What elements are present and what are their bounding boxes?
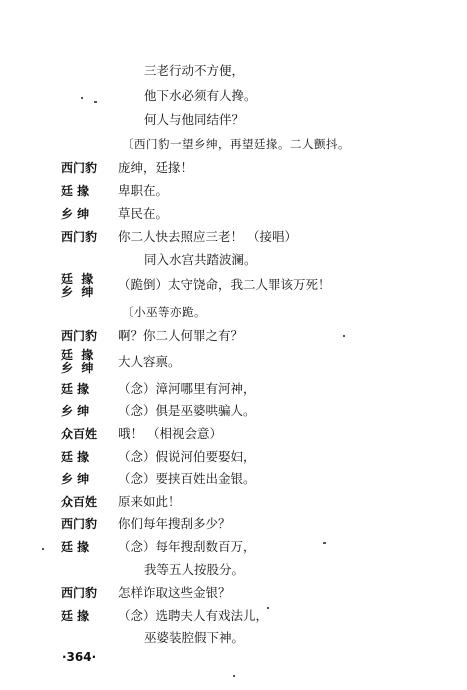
script-line: [0, 61, 467, 81]
speaker-name: 西门豹: [61, 586, 98, 600]
scan-speck: [343, 335, 345, 337]
dialogue-line: [0, 424, 467, 444]
scan-speck: [81, 97, 83, 99]
dialogue-text: （念）假说河伯要娶妇，: [118, 449, 256, 464]
verse-text: 三老行动不方便，: [144, 63, 245, 78]
verse-text: 我等五人按股分。: [144, 562, 245, 577]
scan-speck: [94, 101, 97, 103]
script-line: [0, 250, 467, 270]
dialogue-line: [0, 379, 467, 399]
dialogue-text: （念）俱是巫婆哄骗人。: [118, 403, 256, 418]
dialogue-line: [0, 181, 467, 201]
dialogue-line: [0, 326, 467, 346]
page-number: ·364·: [62, 650, 97, 664]
stage-direction-text: 〔小巫等亦跪。: [122, 305, 206, 319]
dialogue-text: 怎样诈取这些金银？: [118, 585, 231, 600]
speaker-name-pair: 廷 掾 乡 绅: [61, 348, 94, 375]
script-line: [0, 560, 467, 580]
dialogue-text: （念）要挟百姓出金银。: [118, 471, 256, 486]
dialogue-line: [0, 447, 467, 467]
dialogue-line: [0, 349, 467, 377]
dialogue-text: 卑职在。: [118, 183, 169, 198]
dialogue-text: （念）每年搜刮数百万，: [118, 539, 256, 554]
dialogue-text: 原来如此！: [118, 494, 181, 509]
dialogue-line: [0, 273, 467, 301]
stage-direction-text: 〔西门豹一望乡绅，再望廷掾。二人颤抖。: [122, 137, 350, 151]
scan-speck: [267, 607, 269, 609]
dialogue-line: [0, 158, 467, 178]
dialogue-line: [0, 583, 467, 603]
verse-text: 他下水必须有人搀。: [144, 88, 257, 103]
dialogue-text: （念）选聘夫人有戏法儿，: [118, 608, 269, 623]
dialogue-text: 你二人快去照应三老！ （接唱）: [118, 229, 297, 244]
speaker-name: 廷 掾: [61, 540, 90, 554]
script-line: [0, 628, 467, 648]
dialogue-text: 草民在。: [118, 206, 169, 221]
dialogue-line: [0, 227, 467, 247]
speaker-name: 西门豹: [61, 230, 98, 244]
speaker-name: 乡 绅: [61, 207, 90, 221]
dialogue-text: （念）漳河哪里有河神，: [118, 381, 256, 396]
speaker-name: 廷 掾: [61, 184, 90, 198]
speaker-name: 西门豹: [61, 329, 98, 343]
dialogue-text: 庞绅，廷掾！: [118, 160, 194, 175]
dialogue-line: [0, 514, 467, 534]
speaker-name-pair: 廷 掾 乡 绅: [61, 272, 94, 299]
dialogue-line: [0, 469, 467, 489]
verse-text: 巫婆装腔假下神。: [144, 630, 245, 645]
speaker-name: 众百姓: [61, 427, 98, 441]
speaker-name: 乡 绅: [61, 472, 90, 486]
scan-speck: [42, 548, 44, 550]
speaker-name: 廷 掾: [61, 382, 90, 396]
dialogue-line: [0, 606, 467, 626]
speaker-name: 西门豹: [61, 161, 98, 175]
speaker-name: 乡 绅: [61, 404, 90, 418]
stage-direction: [0, 134, 467, 154]
dialogue-text: 啊？你二人何罪之有？: [118, 328, 244, 343]
dialogue-text: 你们每年搜刮多少？: [118, 516, 231, 531]
verse-text: 同入水宫共踏波澜。: [144, 252, 257, 267]
stage-direction: [0, 302, 467, 322]
dialogue-line: [0, 204, 467, 224]
dialogue-line: [0, 401, 467, 421]
script-line: [0, 110, 467, 130]
speaker-name: 众百姓: [61, 495, 98, 509]
speaker-name: 廷 掾: [61, 450, 90, 464]
dialogue-text: 哦！ （相视会意）: [118, 426, 222, 441]
dialogue-line: [0, 537, 467, 557]
script-line: [0, 86, 467, 106]
scan-speck: [323, 542, 326, 544]
verse-text: 何人与他同结伴？: [144, 112, 245, 127]
dialogue-text: （跪倒）太守饶命，我二人罪该万死！: [118, 277, 331, 292]
scan-speck: [233, 675, 235, 677]
speaker-name: 廷 掾: [61, 609, 90, 623]
dialogue-line: [0, 492, 467, 512]
speaker-name: 西门豹: [61, 517, 98, 531]
dialogue-text: 大人容禀。: [118, 354, 181, 369]
